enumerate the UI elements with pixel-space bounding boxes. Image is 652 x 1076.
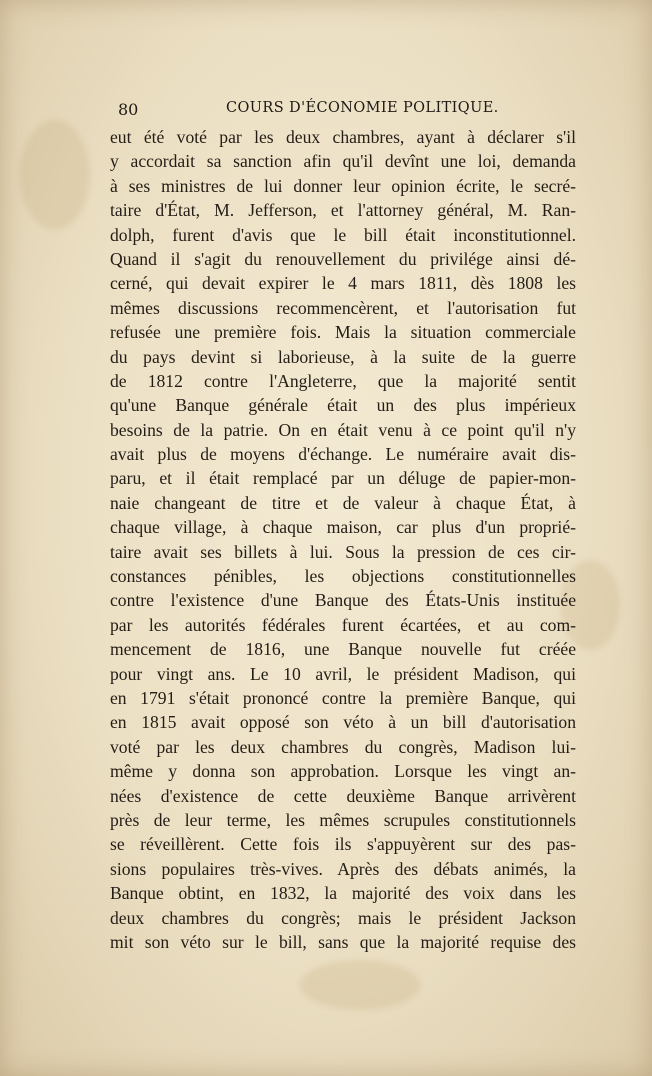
text-line: dolph, furent d'avis que le bill était inconstitutionnel.: [110, 224, 576, 245]
text-line: en 1815 avait opposé son véto à un bill d'autorisation: [110, 712, 576, 733]
text-line: avait plus de moyens d'échange. Le numéraire avait dis-: [110, 444, 576, 465]
text-line: voté par les deux chambres du congrès, Madison lui-: [110, 736, 576, 757]
text-line: en 1791 s'était prononcé contre la première Banque, qui: [110, 687, 576, 708]
text-line: besoins de la patrie. On en était venu à ce point qu'il n'y: [110, 419, 576, 440]
page-number: 80: [118, 100, 139, 119]
text-line: taire d'État, M. Jefferson, et l'attorney général, M. Ran-: [110, 200, 576, 221]
text-line: même y donna son approbation. Lorsque les vingt an-: [110, 761, 576, 782]
text-line: Banque obtint, en 1832, la majorité des voix dans les: [110, 883, 576, 904]
text-line: naie changeant de titre et de valeur à chaque État, à: [110, 492, 576, 513]
text-line: chaque village, à chaque maison, car plus d'un proprié-: [110, 517, 576, 538]
text-line: mêmes discussions recommencèrent, et l'autorisation fut: [110, 297, 576, 318]
text-line: contre l'existence d'une Banque des États-Unis instituée: [110, 590, 576, 611]
text-line: mencement de 1816, une Banque nouvelle fut créée: [110, 639, 576, 660]
text-line: qu'une Banque générale était un des plus impérieux: [110, 395, 576, 416]
body-text: [110, 125, 576, 954]
running-title: COURS D'ÉCONOMIE POLITIQUE.: [226, 100, 499, 116]
text-line: refusée une première fois. Mais la situation commerciale: [110, 322, 576, 343]
text-line: deux chambres du congrès; mais le président Jackson: [110, 907, 576, 928]
text-line: constances pénibles, les objections constitutionnelles: [110, 566, 576, 587]
paper-stain: [300, 960, 420, 1010]
text-line: pour vingt ans. Le 10 avril, le président Madison, qui: [110, 663, 576, 684]
text-line: se réveillèrent. Cette fois ils s'appuyèrent sur des pas-: [110, 834, 576, 855]
text-line: du pays devint si laborieuse, à la suite de la guerre: [110, 346, 576, 367]
text-line: eut été voté par les deux chambres, ayant à déclarer s'il: [110, 127, 576, 147]
text-line: y accordait sa sanction afin qu'il devînt une loi, demanda: [110, 151, 576, 172]
paper-stain: [20, 120, 90, 230]
text-line: cerné, qui devait expirer le 4 mars 1811, dès 1808 les: [110, 273, 576, 294]
text-line: par les autorités fédérales furent écartées, et au com-: [110, 614, 576, 635]
text-line: de 1812 contre l'Angleterre, que la majorité sentit: [110, 370, 576, 391]
running-header: [118, 96, 499, 122]
text-line: taire avait ses billets à lui. Sous la pression de ces cir-: [110, 541, 576, 562]
text-line: Quand il s'agit du renouvellement du privilége ainsi dé-: [110, 248, 576, 269]
text-line: mit son véto sur le bill, sans que la majorité requise des: [110, 931, 576, 952]
text-line: nées d'existence de cette deuxième Banque arrivèrent: [110, 785, 576, 806]
text-line: sions populaires très-vives. Après des débats animés, la: [110, 858, 576, 879]
text-line: près de leur terme, les mêmes scrupules constitutionnels: [110, 809, 576, 830]
text-line: paru, et il était remplacé par un déluge de papier-mon-: [110, 468, 576, 489]
text-line: à ses ministres de lui donner leur opinion écrite, le secré-: [110, 175, 576, 196]
